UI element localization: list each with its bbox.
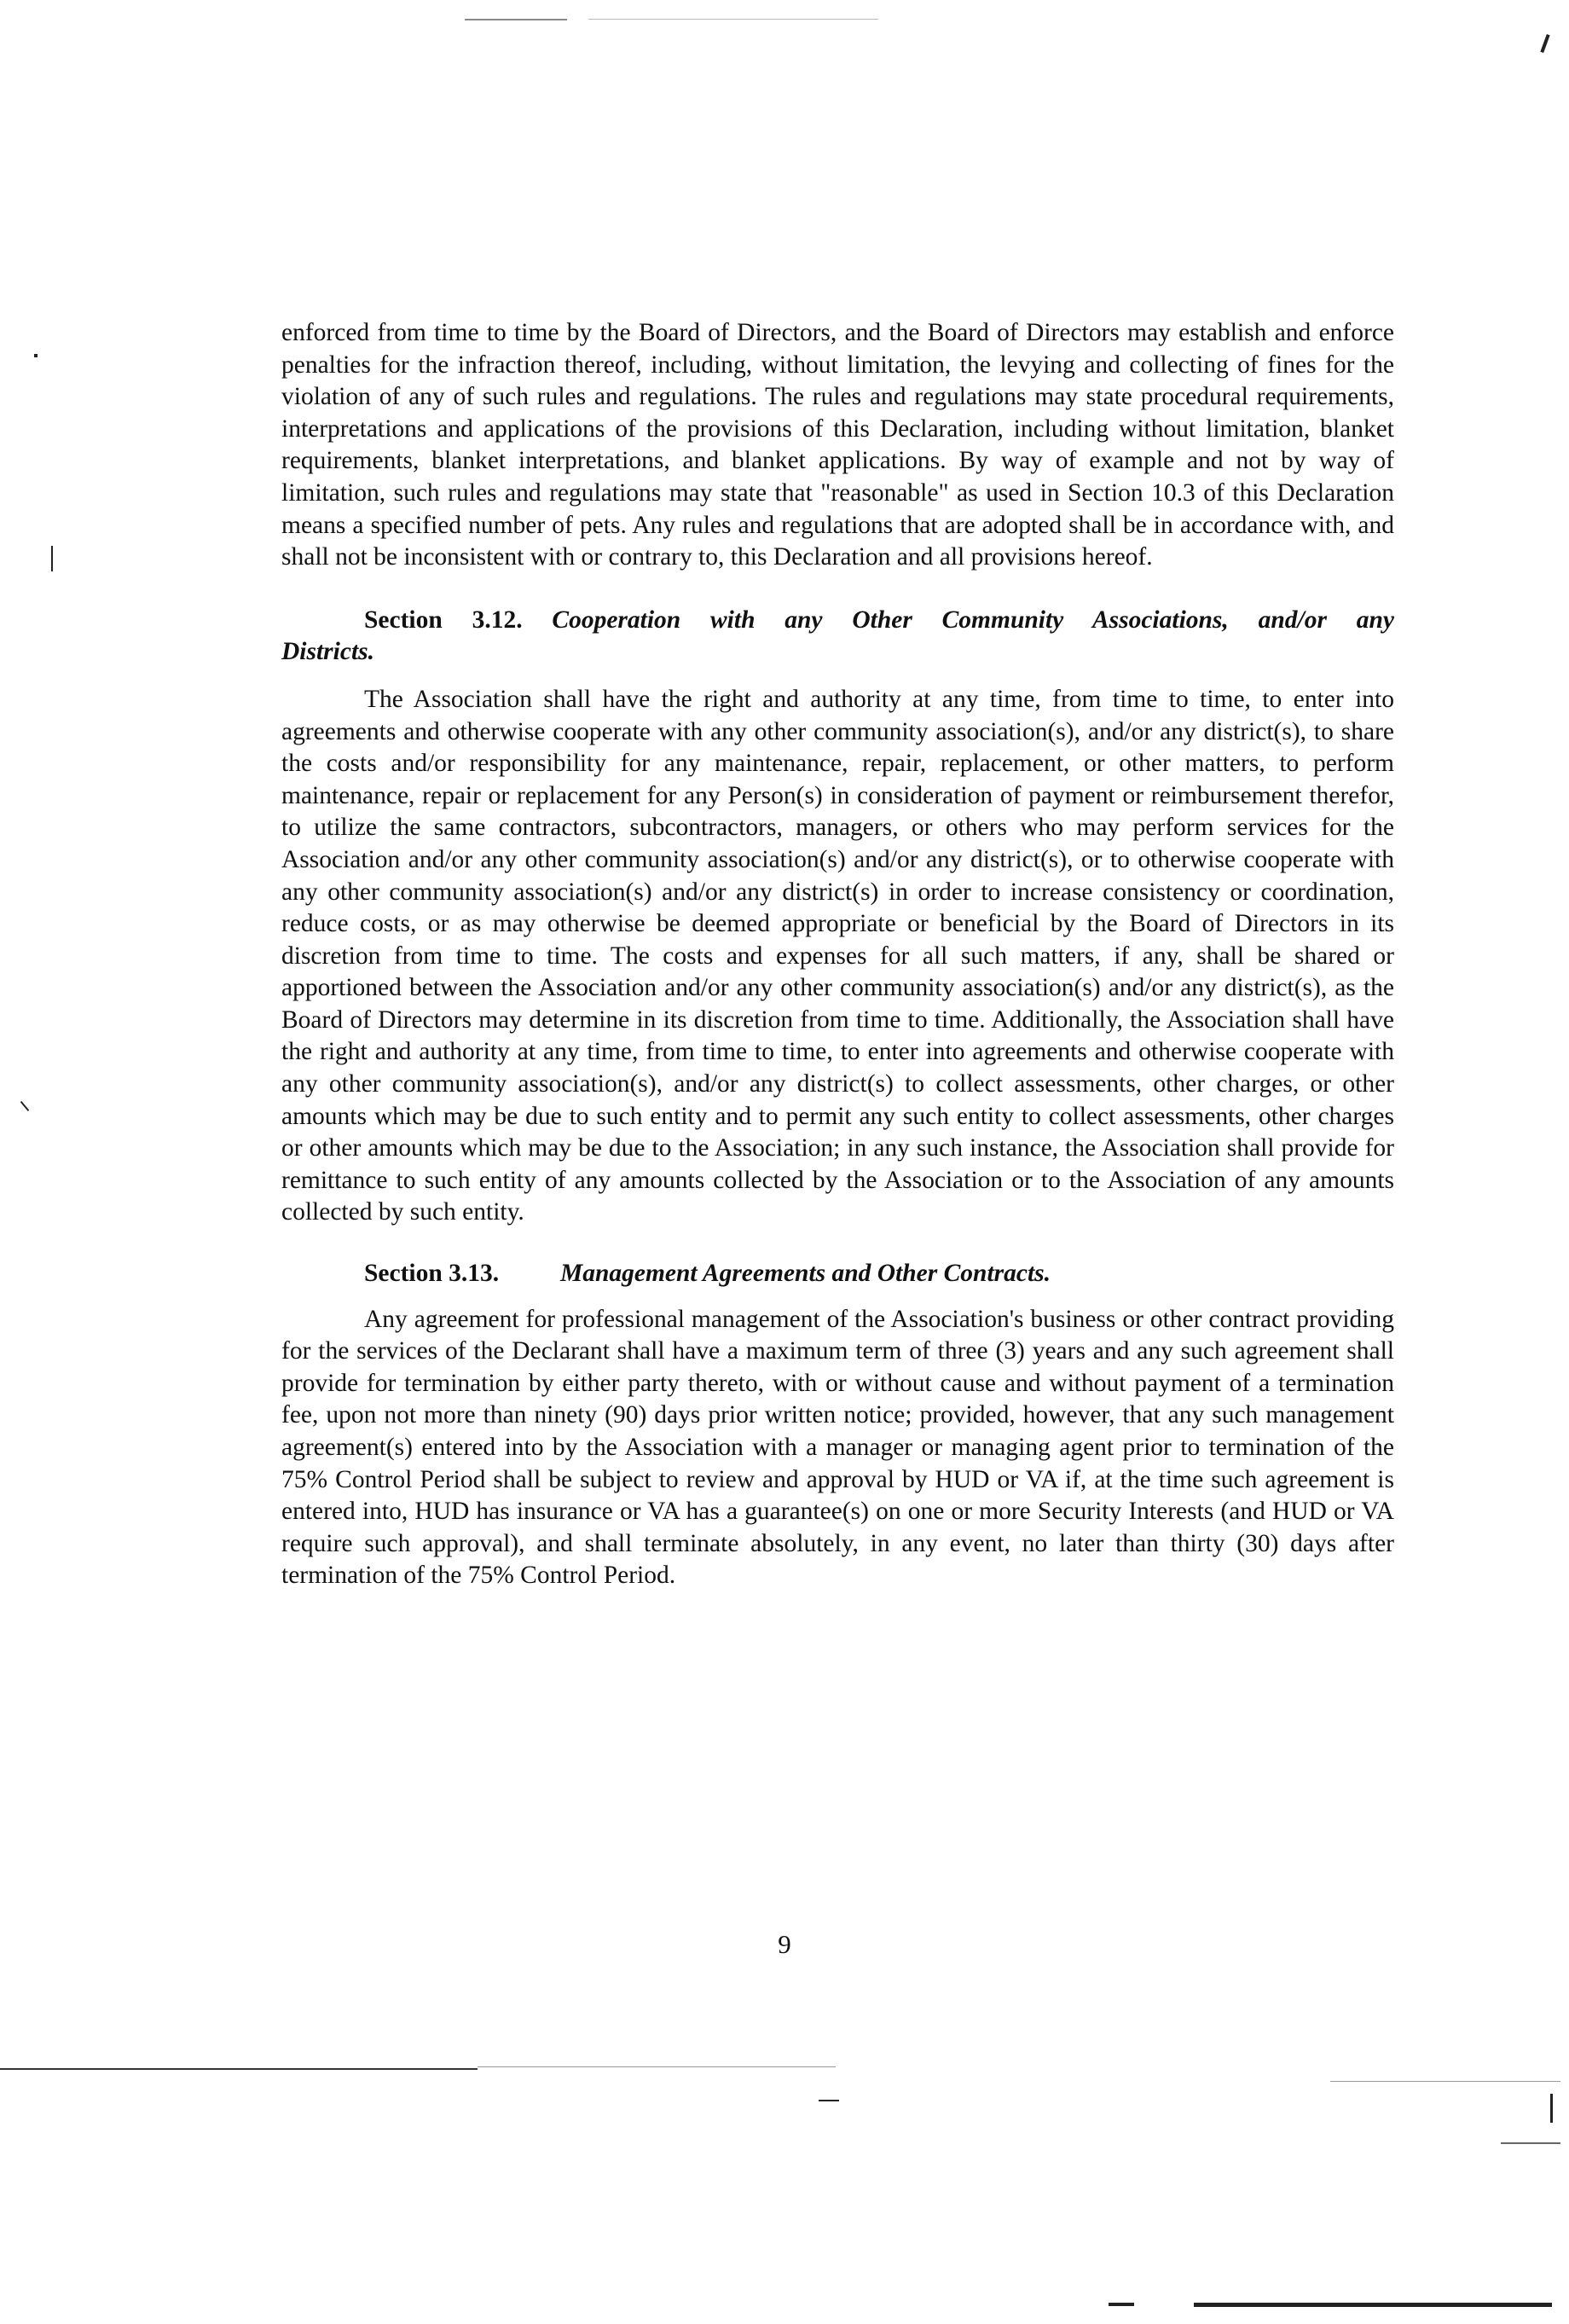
- scan-artifact-bottom-marks: [1109, 2303, 1134, 2306]
- spacer: [281, 1229, 1394, 1258]
- spacer: [281, 574, 1394, 605]
- section-3-13-heading: [281, 1258, 1394, 1290]
- section-3-13-body: Any agreement for professional management of the Association's business or other contract providing for the services of the Declarant shall have a maximum term of three (3) years and any such agreement shall provide for termination by either party thereto, with or without cause and without payment of a termination fee, upon not more than ninety (90) days prior written notice; provided, however, that any such management agreement(s) entered into by the Association with a manager or managing agent prior to termination of the 75% Control Period shall be subject to review and approval by HUD or VA if, at the time such agreement is entered into, HUD has insurance or VA has a guarantee(s) on one or more Security Interests (and HUD or VA require such approval), and shall terminate absolutely, in any event, no later than thirty (30) days after termination of the 75% Control Period.: [281, 1305, 1394, 1590]
- scan-artifact-left-tick: [20, 1101, 30, 1111]
- section-3-12-title: Cooperation with any Other Community Associations, and/or any: [552, 606, 1394, 634]
- scan-artifact-left-dot: [34, 354, 38, 357]
- scan-artifact-bottom-tick: [819, 2100, 839, 2101]
- section-3-12-heading: [281, 605, 1394, 637]
- spacer: [281, 1290, 1394, 1304]
- section-3-12-heading-continuation: [281, 636, 1394, 669]
- section-3-12-number: Section 3.12.: [364, 606, 523, 634]
- section-3-13-number: Section 3.13.: [364, 1260, 500, 1288]
- section-3-12-body: The Association shall have the right and authority at any time, from time to time, to enter into agreements and otherwise cooperate with any other community association(s), and/or any district(s), to share the costs and/or responsibility for any maintenance, repair, replacement, or other matters, to perform maintenance, repair or replacement for any Person(s) in consideration of payment or reimbursement therefor, to utilize the same contractors, subcontractors, managers, or others who may perform services for the Association and/or any other community association(s) and/or any district(s), or to otherwise cooperate with any other community association(s) and/or any district(s) in order to increase consistency or coordination, reduce costs, or as may otherwise be deemed appropriate or beneficial by the Board of Directors in its discretion from time to time. The costs and expenses for all such matters, if any, shall be shared or apportioned between the Association and/or any other community association(s) and/or any district(s), as the Board of Directors may determine in its discretion from time to time. Additionally, the Association shall have the right and authority at any time, from time to time, to enter into agreements and otherwise cooperate with any other community association(s), and/or any district(s) to collect assessments, other charges, or other amounts which may be due to such entity and to permit any such entity to collect assessments, other charges or other amounts which may be due to the Association; in any such instance, the Association shall provide for remittance to such entity of any amounts collected by the Association or to the Association of any amounts collected by such entity.: [281, 685, 1394, 1226]
- scan-artifact-top-faint: [588, 19, 878, 20]
- section-3-13-title: Management Agreements and Other Contracts.: [560, 1260, 1051, 1288]
- scan-artifact-bottom-dash-right: [1330, 2081, 1560, 2082]
- section-3-12-title-cont: Districts.: [281, 638, 374, 666]
- scan-artifact-left-bracket: [51, 546, 53, 571]
- page-number: 9: [778, 1929, 791, 1959]
- spacer: [281, 669, 1394, 684]
- scan-artifact-bottom-line: [0, 2068, 478, 2070]
- scan-artifact-bottom-dash: [478, 2066, 836, 2067]
- scan-artifact-right-bar: [1550, 2094, 1553, 2123]
- scan-artifact-top: [465, 19, 567, 20]
- document-body: [281, 317, 1394, 1592]
- scan-artifact-bottom-edge: [1194, 2303, 1552, 2307]
- scan-artifact-right-dash: [1501, 2142, 1560, 2144]
- scan-artifact-corner-mark: [1540, 34, 1549, 53]
- intro-paragraph: enforced from time to time by the Board of Directors, and the Board of Directors may establish and enforce penalties for the infraction thereof, including, without limitation, the levying and collecting of fines for the violation of any of such rules and regulations. The rules and regulations may state procedural requirements, interpretations and applications of the provisions of this Declaration, including without limitation, blanket requirements, blanket interpretations, and blanket applications. By way of example and not by way of limitation, such rules and regulations may state that "reasonable" as used in Section 10.3 of this Declaration means a specified number of pets. Any rules and regulations that are adopted shall be in accordance with, and shall not be inconsistent with or contrary to, this Declaration and all provisions hereof.: [281, 319, 1394, 571]
